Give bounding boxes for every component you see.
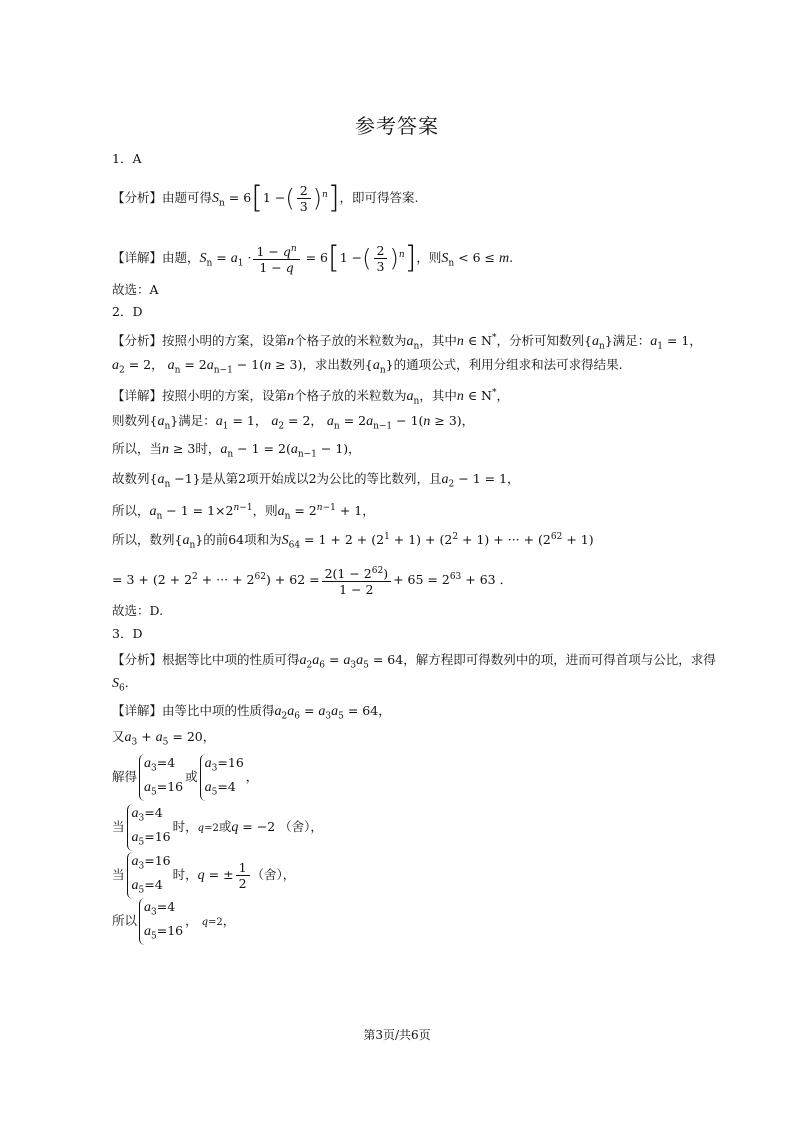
q2-heading: 2．D — [112, 304, 143, 319]
q3-detail-line2: 又$a_3 + a_5 = 20$， — [112, 729, 216, 748]
q3-solve: 解得 $a_3=4$ $a_5=16$ 或 $a_3=16$ $a_5=4$ ， — [112, 754, 258, 801]
q2-detail-line5: 所以，$a_n - 1 = 1\times 2^{n-1}$，则$a_n = 2^{n-1} + 1$， — [112, 503, 375, 522]
q3-case2: 当 $a_3=16$ $a_5=4$ 时，q = ± $\frac{1}{2}$ （舍）， — [112, 852, 295, 899]
q2-detail-line6: 所以，数列$\{a_n\}$的前64项和为$S_{64} = 1 + 2 + (2^1 + 1) + (2^2 + 1)$ + ··· + $(2^{62} + 1)$ — [112, 532, 594, 551]
q2-detail-line1: 【详解】按照小明的方案，设第n个格子放的米粒数为$a_n$，其中n ∈ N*， — [112, 388, 510, 407]
q3-conclusion: 所以 $a_3=4$ $a_5=16$ ， q=2， — [112, 898, 235, 945]
q1-analysis: 【分析】由题可得$S_n = 6[1$ −( $\frac{2}{3}$ )$^n$]，即可得答案. — [112, 180, 419, 216]
q1-choice: 故选：A — [112, 282, 159, 297]
q3-analysis-line2: $S_6$． — [112, 675, 138, 694]
q2-detail-line4: 故数列$\{a_n -1\}$是从第2项开始成以2为公比的等比数列，且$a_2 - 1 = 1$， — [112, 471, 520, 490]
q3-case1: 当 $a_3=4$ $a_5=16$ 时，q=2或q = −2 （舍）， — [112, 804, 323, 851]
q3-analysis-line1: 【分析】根据等比中项的性质可得$a_2a_6 = a_3a_5 = 64$，解方程即可得数列中的项，进而可得首项与公比，求得 — [112, 652, 716, 671]
q1-detail: 【详解】由题，$S_n = a_1$ · $\frac{1 - q^n}{1 - q}$ = 6[1 −( $\frac{2}{3}$ )$^n$]，则$S_n < 6 \le m$. — [112, 240, 514, 276]
page-footer: 第3页/共6页 — [363, 1028, 431, 1042]
q2-detail-line7: = $3 + (2 + 2^2$ + ··· + $2^{62}) + 62$ = $\frac{2(1 - 2^{62})}{1 - 2}$ + $65 = 2^{63} + 63$ ． — [112, 566, 513, 598]
page-title: 参考答案 — [355, 114, 439, 138]
q1-heading: 1．A — [112, 151, 142, 166]
q2-choice: 故选：D. — [112, 603, 164, 618]
q3-heading: 3．D — [112, 626, 143, 641]
q3-detail-line1: 【详解】由等比中项的性质得$a_2a_6 = a_3a_5 = 64$， — [112, 703, 391, 722]
q2-detail-line2: 则数列$\{a_n\}$满足：$a_1 = 1$， $a_2 = 2$， $a_n = 2a_{n-1} - 1(n \ge 3)$， — [112, 413, 475, 432]
q2-analysis-line1: 【分析】按照小明的方案，设第n个格子放的米粒数为$a_n$，其中n ∈ N*，分析可知数列$\{a_n\}$满足：$a_1 = 1$， — [112, 333, 702, 352]
q2-detail-line3: 所以，当n ≥ 3时，$a_n - 1 = 2(a_{n-1} - 1)$， — [112, 441, 361, 460]
q2-analysis-line2: $a_2 = 2$， $a_n = 2a_{n-1} - 1(n \ge 3)$，求出数列$\{a_n\}$的通项公式，利用分组求和法可求得结果. — [112, 357, 623, 376]
